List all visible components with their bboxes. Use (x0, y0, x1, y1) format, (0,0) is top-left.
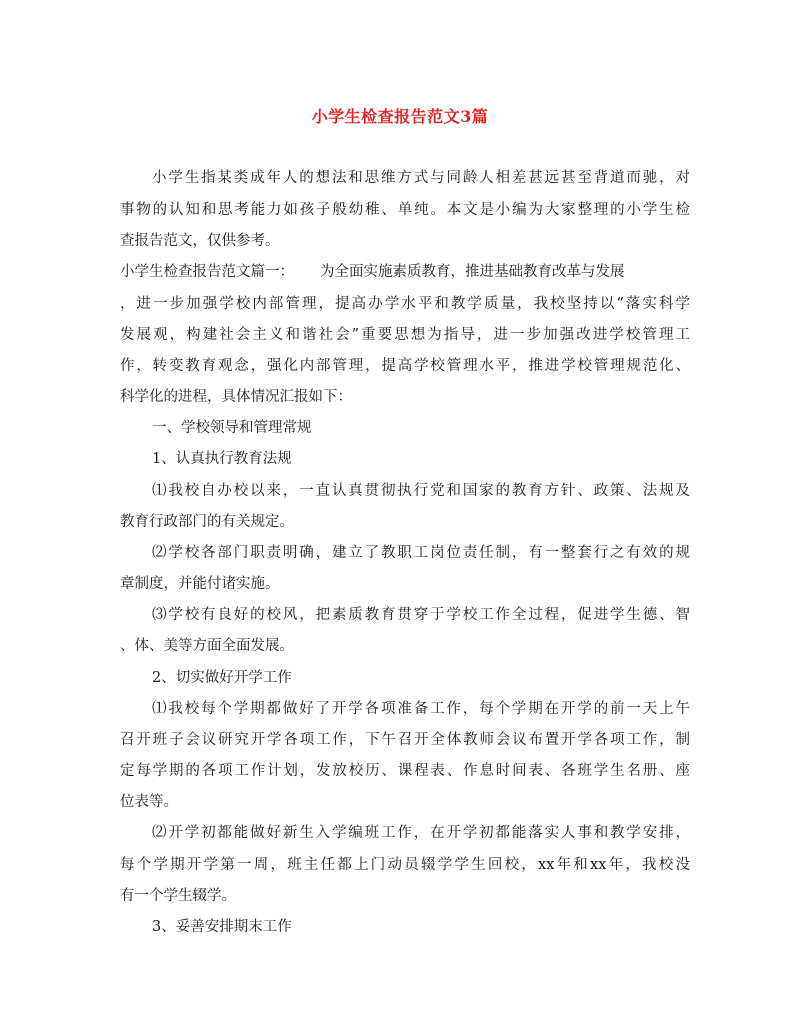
intro-line-3: 查报告范文，仅供参考。 (120, 233, 280, 249)
item-1-1-line-2: 教育行政部门的有关规定。 (120, 514, 294, 530)
item-1-1-line-1: ⑴我校自办校以来，一直认真贯彻执行党和国家的教育方针、政策、法规及 (152, 483, 690, 499)
item-2-1-line-2: 召开班子会议研究开学各项工作，下午召开全体教师会议布置开学各项工作，制 (120, 732, 690, 748)
intro-line-1: 小学生指某类成年人的想法和思维方式与同龄人相差甚远甚至背道而驰，对 (152, 170, 690, 186)
item-2-2-line-3: 有一个学生辍学。 (120, 888, 236, 904)
item-2-2-line-1: ⑵开学初都能做好新生入学编班工作，在开学初都能落实人事和教学安排， (152, 825, 690, 841)
essay1-line-2: ，进一步加强学校内部管理，提高办学水平和教学质量，我校坚持以“落实科学 (120, 296, 690, 312)
subsection-2: 2、切实做好开学工作 (152, 670, 292, 686)
subsection-1: 1、认真执行教育法规 (152, 451, 292, 467)
item-1-2-line-2: 章制度，并能付诸实施。 (120, 576, 280, 592)
essay1-line-5: 科学化的进程，具体情况汇报如下： (120, 389, 352, 405)
intro-line-2: 事物的认知和思考能力如孩子般幼稚、单纯。本文是小编为大家整理的小学生检 (120, 202, 690, 218)
item-1-3-line-2: 、体、美等方面全面发展。 (120, 638, 294, 654)
essay1-label: 小学生检查报告范文篇一： (120, 264, 294, 280)
essay1-line-3: 发展观，构建社会主义和谐社会”重要思想为指导，进一步加强改进学校管理工 (120, 327, 690, 343)
section-heading-1: 一、学校领导和管理常规 (152, 420, 312, 436)
item-2-2-line-2: 每个学期开学第一周，班主任都上门动员辍学学生回校，xx年和xx年，我校没 (120, 857, 690, 873)
essay1-first-text: 为全面实施素质教育，推进基础教育改革与发展 (320, 264, 625, 280)
item-2-1-line-4: 位表等。 (120, 794, 178, 810)
item-1-2-line-1: ⑵学校各部门职责明确，建立了教职工岗位责任制，有一整套行之有效的规 (152, 545, 690, 561)
item-2-1-line-1: ⑴我校每个学期都做好了开学各项准备工作，每个学期在开学的前一天上午 (152, 701, 690, 717)
document-title: 小学生检查报告范文3篇 (311, 107, 489, 126)
item-2-1-line-3: 定每学期的各项工作计划，发放校历、课程表、作息时间表、各班学生名册、座 (120, 763, 690, 779)
essay1-line-4: 作，转变教育观念，强化内部管理，提高学校管理水平，推进学校管理规范化、 (120, 358, 690, 374)
essay1-first-line (120, 262, 690, 282)
item-1-3-line-1: ⑶学校有良好的校风，把素质教育贯穿于学校工作全过程，促进学生德、智 (152, 607, 690, 623)
subsection-3: 3、妥善安排期末工作 (152, 919, 292, 935)
